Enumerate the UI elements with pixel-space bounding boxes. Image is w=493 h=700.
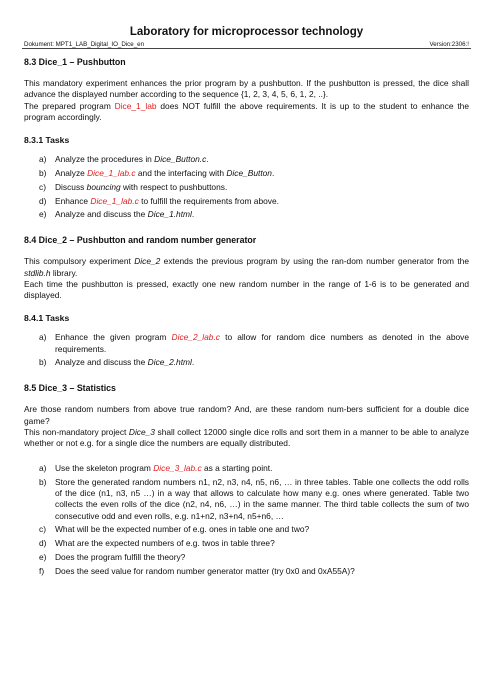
text-run: with respect to pushbuttons. bbox=[120, 181, 228, 192]
text-run: to fulfill the requirements from above. bbox=[138, 195, 279, 206]
text-run: Store the generated random numbers n1, n2, n3, n4, n5, n6, … in three tables. Table one collects the odd rolls of the dice (n1, n3, n5 …) in a way that allows to calculate how many e.g. ones where generated. Table two collects the even rolls of the dice (n2, n4, n6, …) in the same manner. The third table collects the sum of two consecutive odd and even rolls, e.g. n1+n2, n3+n4, n5+n6, … bbox=[55, 477, 469, 521]
paragraph bbox=[24, 427, 469, 449]
document-title: Laboratory for microprocessor technology bbox=[129, 26, 364, 38]
list-marker: b) bbox=[39, 168, 47, 179]
subsection-heading-8-3-1: 8.3.1 Tasks bbox=[24, 135, 70, 146]
document-body bbox=[24, 57, 469, 580]
text-run: Analyze the procedures in bbox=[55, 154, 155, 165]
text-run: Does the program fulfill the theory? bbox=[55, 552, 186, 563]
paragraph bbox=[24, 256, 469, 278]
list-item bbox=[24, 524, 469, 535]
list-marker: b) bbox=[39, 477, 47, 488]
emphasis: bouncing bbox=[86, 181, 121, 192]
text-run: The prepared program bbox=[24, 100, 115, 111]
list-marker: e) bbox=[39, 209, 47, 220]
list-marker: e) bbox=[39, 552, 47, 563]
paragraph: Are those random numbers from above true random? And, are these random num-bers sufficient for a double dice game? bbox=[24, 404, 469, 426]
text-run: shall collect 12000 single dice rolls and sort them in a manner to be able to analyze whether or not e.g. for a single dice the numbers are equally distributed. bbox=[24, 426, 469, 449]
list-marker: a) bbox=[39, 154, 47, 165]
file-reference: Dice_1.html bbox=[147, 209, 192, 220]
list-item: b) Analyze Dice_1_lab.c and the interfacing with Dice_Button. bbox=[39, 168, 275, 179]
file-reference: Dice_2.html bbox=[147, 357, 192, 368]
list-item bbox=[24, 538, 469, 549]
file-reference: Dice_Button.c bbox=[154, 154, 207, 165]
file-reference: Dice_2_lab.c bbox=[171, 332, 220, 343]
file-reference: stdlib.h bbox=[24, 267, 51, 278]
text-run: Use the skeleton program bbox=[55, 463, 154, 474]
file-reference: Dice_Button bbox=[226, 168, 272, 179]
task-list bbox=[24, 154, 469, 220]
section-heading-8-3: 8.3 Dice_1 – Pushbutton bbox=[24, 57, 126, 67]
header-divider bbox=[22, 48, 471, 49]
subsection-heading-8-4-1: 8.4.1 Tasks bbox=[24, 313, 70, 324]
section-heading-8-4: 8.4 Dice_2 – Pushbutton and random number generator bbox=[24, 235, 257, 246]
list-item bbox=[24, 552, 469, 563]
file-reference: Dice_1_lab.c bbox=[87, 168, 136, 179]
text-run: Does the seed value for random number generator matter (try 0x0 and 0xA55A)? bbox=[55, 565, 355, 576]
task-list bbox=[24, 463, 469, 577]
paragraph: Each time the pushbutton is pressed, exactly one new random number in the range of 1-6 is to be generated and displayed. bbox=[24, 278, 469, 301]
list-marker: a) bbox=[39, 332, 47, 343]
list-item: b) Analyze and discuss the Dice_2.html. bbox=[39, 357, 195, 368]
list-marker: b) bbox=[39, 357, 47, 368]
list-marker: d) bbox=[39, 538, 47, 549]
list-marker: d) bbox=[39, 195, 47, 206]
list-item bbox=[24, 182, 469, 193]
text-run: Enhance bbox=[55, 195, 91, 206]
list-marker: c) bbox=[39, 181, 46, 192]
text-run: and the interfacing with bbox=[135, 168, 227, 179]
text-run: What will be the expected number of e.g. ones in table one and two? bbox=[55, 524, 310, 535]
text-run: Discuss bbox=[55, 181, 87, 192]
list-item bbox=[24, 566, 469, 577]
text-run: What are the expected numbers of e.g. twos in table three? bbox=[55, 538, 275, 549]
file-reference: Dice_1_lab.c bbox=[90, 195, 139, 206]
text-run: This compulsory experiment bbox=[24, 256, 135, 267]
text-run: as a starting point. bbox=[201, 463, 273, 474]
file-reference: Dice_3_lab.c bbox=[153, 463, 202, 474]
emphasis: Dice_2 bbox=[134, 256, 161, 267]
list-marker: f) bbox=[39, 565, 45, 576]
paragraph: This mandatory experiment enhances the prior program by a pushbutton. If the pushbutton is pressed, the dice shall advance the displayed number according to the sequence {1, 2, 3, 4, 5, 6, 1, 2, ..}. bbox=[24, 78, 469, 100]
text-run: Enhance the given program bbox=[55, 332, 172, 343]
document-id: Dokument: MPT1_LAB_Digital_IO_Dice_en bbox=[24, 41, 145, 48]
file-reference: Dice_1_lab bbox=[114, 100, 157, 111]
text-run: Analyze bbox=[55, 168, 88, 179]
list-item bbox=[24, 463, 469, 474]
text-run: Analyze and discuss the bbox=[55, 357, 148, 368]
task-list bbox=[24, 332, 469, 368]
list-marker: a) bbox=[39, 463, 47, 474]
list-item: a) Analyze the procedures in Dice_Button.c. bbox=[39, 154, 209, 165]
emphasis: Dice_3 bbox=[128, 426, 155, 437]
list-item bbox=[24, 196, 469, 207]
text-run: library. bbox=[50, 267, 78, 278]
list-item bbox=[24, 477, 469, 522]
section-heading-8-5: 8.5 Dice_3 – Statistics bbox=[24, 383, 116, 394]
text-run: This non-mandatory project bbox=[24, 426, 129, 437]
list-item: e) Analyze and discuss the Dice_1.html. bbox=[39, 209, 195, 220]
text-run: extends the previous program by using the ran-dom number generator from the bbox=[160, 256, 469, 267]
document-version: Version:2306:! bbox=[429, 41, 469, 48]
list-marker: c) bbox=[39, 524, 46, 535]
text-run: Analyze and discuss the bbox=[55, 209, 148, 220]
list-item bbox=[24, 332, 469, 354]
text-run: does NOT fulfill the above requirements. It is up to the student to enhance the program accordingly. bbox=[24, 100, 469, 122]
text-run: to allow for random dice numbers as denoted in the above requirements. bbox=[55, 332, 469, 354]
paragraph bbox=[24, 101, 469, 123]
